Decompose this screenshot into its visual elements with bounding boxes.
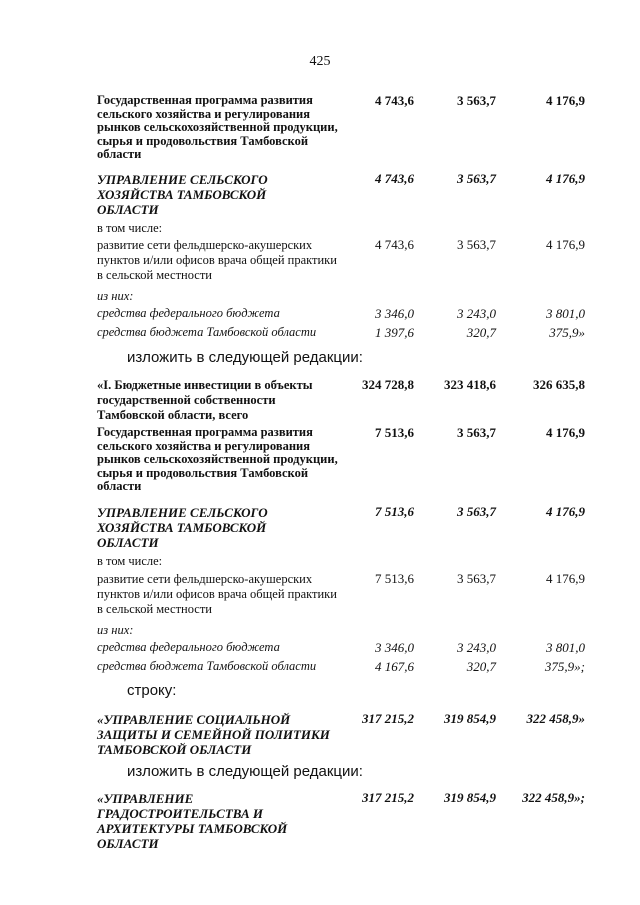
department-title: «УПРАВЛЕНИЕ СОЦИАЛЬНОЙ ЗАЩИТЫ И СЕМЕЙНОЙ ПОЛИТИКИ ТАМБОВСКОЙ ОБЛАСТИ <box>97 712 330 757</box>
value-year-3: 4 176,9 <box>546 93 585 108</box>
value-year-3: 4 176,9 <box>546 425 585 440</box>
value-year-3: 375,9»; <box>544 659 585 674</box>
value-year-2: 3 563,7 <box>457 237 496 252</box>
value-year-2: 3 563,7 <box>457 571 496 586</box>
value-year-2: 3 243,0 <box>457 306 496 321</box>
subtotal-label: в том числе: <box>97 554 163 568</box>
department-title: «УПРАВЛЕНИЕ ГРАДОСТРОИТЕЛЬСТВА И АРХИТЕКТУРЫ ТАМБОВСКОЙ ОБЛАСТИ <box>97 791 288 851</box>
program-title: Государственная программа развития сельского хозяйства и регулирования рынков сельскохозяйственной продукции, сырья и продовольствия Тамбовской области <box>97 425 338 493</box>
value-year-3: 322 458,9» <box>526 711 585 726</box>
value-year-2: 320,7 <box>466 659 496 674</box>
value-year-2: 3 243,0 <box>457 640 496 655</box>
department-title: УПРАВЛЕНИЕ СЕЛЬСКОГО ХОЗЯЙСТВА ТАМБОВСКОЙ ОБЛАСТИ <box>97 172 268 217</box>
value-year-1: 7 513,6 <box>375 425 414 440</box>
of-which-label: из них: <box>97 623 134 637</box>
value-year-3: 3 801,0 <box>546 640 585 655</box>
program-title: Государственная программа развития сельского хозяйства и регулирования рынков сельскохозяйственной продукции, сырья и продовольствия Тамбовской области <box>97 93 338 161</box>
value-year-1: 1 397,6 <box>375 325 414 340</box>
item-label: средства бюджета Тамбовской области <box>97 659 317 673</box>
value-year-2: 319 854,9 <box>444 790 496 805</box>
value-year-2: 323 418,6 <box>444 377 496 392</box>
value-year-2: 3 563,7 <box>457 171 496 186</box>
value-year-1: 3 346,0 <box>375 306 414 321</box>
value-year-3: 4 176,9 <box>546 571 585 586</box>
item-label: развитие сети фельдшерско-акушерских пунктов и/или офисов врача общей практики в сельской местности <box>97 238 337 282</box>
item-label: средства федерального бюджета <box>97 640 280 654</box>
value-year-1: 7 513,6 <box>375 504 414 519</box>
value-year-1: 4 167,6 <box>375 659 414 674</box>
instruction-text: изложить в следующей редакции: <box>127 763 363 780</box>
value-year-1: 4 743,6 <box>375 237 414 252</box>
value-year-3: 3 801,0 <box>546 306 585 321</box>
page-number: 425 <box>309 54 331 69</box>
value-year-3: 4 176,9 <box>546 504 585 519</box>
value-year-1: 4 743,6 <box>375 93 414 108</box>
value-year-2: 3 563,7 <box>457 425 496 440</box>
value-year-2: 3 563,7 <box>457 504 496 519</box>
value-year-1: 7 513,6 <box>375 571 414 586</box>
value-year-3: 375,9» <box>549 325 585 340</box>
value-year-1: 324 728,8 <box>362 377 414 392</box>
instruction-text: строку: <box>127 682 177 699</box>
value-year-3: 322 458,9»; <box>522 790 585 805</box>
item-label: развитие сети фельдшерско-акушерских пунктов и/или офисов врача общей практики в сельской местности <box>97 572 337 616</box>
department-title: УПРАВЛЕНИЕ СЕЛЬСКОГО ХОЗЯЙСТВА ТАМБОВСКОЙ ОБЛАСТИ <box>97 505 268 550</box>
value-year-2: 320,7 <box>466 325 496 340</box>
of-which-label: из них: <box>97 289 134 303</box>
value-year-3: 4 176,9 <box>546 237 585 252</box>
value-year-2: 319 854,9 <box>444 711 496 726</box>
value-year-1: 317 215,2 <box>362 790 414 805</box>
value-year-1: 317 215,2 <box>362 711 414 726</box>
value-year-2: 3 563,7 <box>457 93 496 108</box>
value-year-1: 4 743,6 <box>375 171 414 186</box>
value-year-3: 326 635,8 <box>533 377 585 392</box>
item-label: средства бюджета Тамбовской области <box>97 325 317 339</box>
subtotal-label: в том числе: <box>97 221 163 235</box>
value-year-3: 4 176,9 <box>546 171 585 186</box>
section-title: «I. Бюджетные инвестиции в объекты государственной собственности Тамбовской области, всего <box>97 378 313 422</box>
item-label: средства федерального бюджета <box>97 306 280 320</box>
value-year-1: 3 346,0 <box>375 640 414 655</box>
instruction-text: изложить в следующей редакции: <box>127 349 363 366</box>
